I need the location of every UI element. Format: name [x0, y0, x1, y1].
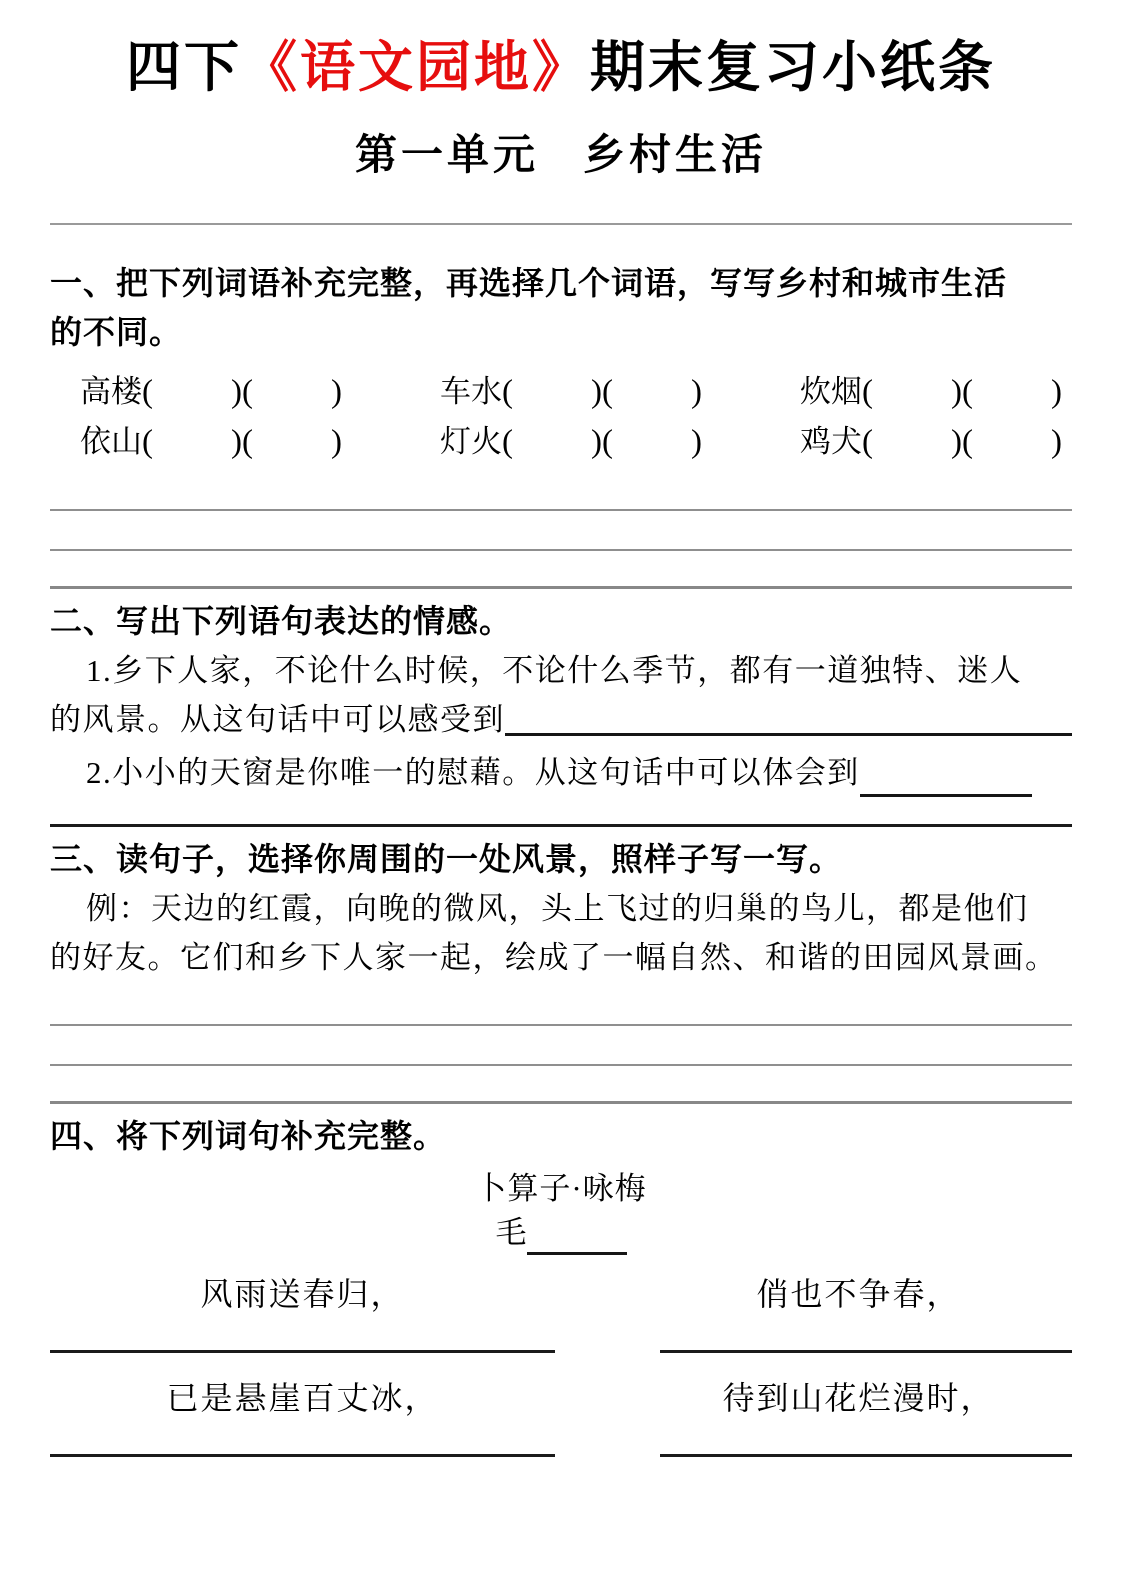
- word-stem: 依山: [80, 424, 142, 460]
- paren: (: [502, 424, 513, 461]
- unit-subtitle: [50, 131, 1072, 181]
- unit-theme: 乡村生活: [583, 132, 768, 179]
- section1-heading: [50, 259, 1072, 357]
- section-divider: [50, 551, 1072, 589]
- paren: ): [691, 374, 702, 411]
- item1-text: 的风景。从这句话中可以感受到: [50, 702, 505, 738]
- paren: (: [142, 374, 153, 411]
- paren: ): [231, 424, 242, 461]
- paren: ): [951, 374, 962, 411]
- poem-author-line: [50, 1211, 1072, 1255]
- verse-left-2: 已是悬崖百丈冰，: [166, 1380, 439, 1417]
- item2-text: 2.小小的天窗是你唯一的慰藉。从这句话中可以体会到: [86, 755, 860, 791]
- section2-item2: [50, 748, 1072, 797]
- paren: (: [142, 424, 153, 461]
- unit-number: 第一单元: [354, 132, 539, 179]
- answer-blank: [505, 695, 1072, 736]
- paren: ): [591, 424, 602, 461]
- verse-left-1: 风雨送春归，: [200, 1276, 405, 1313]
- section1-heading-line2: 的不同。: [50, 314, 183, 351]
- word-stem: 高楼: [80, 374, 142, 410]
- paren: ): [951, 424, 962, 461]
- answer-blank: [860, 761, 1032, 797]
- section2-item1-line1: 1.乡下人家，不论什么时候，不论什么季节，都有一道独特、迷人: [86, 653, 1023, 689]
- section3-example-line1: 例：天边的红霞，向晚的微风，头上飞过的归巢的鸟儿，都是他们: [86, 891, 1029, 927]
- page-title: [50, 0, 1072, 103]
- paren: (: [602, 424, 613, 461]
- paren: (: [862, 424, 873, 461]
- word-item: [440, 367, 702, 417]
- answer-continuation-line: [50, 797, 1072, 827]
- word-stem: 鸡犬: [800, 424, 862, 460]
- paren: (: [242, 424, 253, 461]
- word-row: [80, 417, 1062, 467]
- paren: ): [231, 374, 242, 411]
- verse-answer-line: [660, 1421, 1072, 1457]
- word-stem: 灯火: [440, 424, 502, 460]
- writing-line: [50, 511, 1072, 551]
- paren: ): [331, 424, 342, 461]
- section4-heading: 四、将下列词句补充完整。: [50, 1118, 447, 1155]
- author-blank: [527, 1223, 627, 1255]
- verse-answer-line: [50, 1421, 555, 1457]
- word-item: [800, 417, 1062, 467]
- title-prefix: 四下: [125, 37, 242, 98]
- title-highlight: 《语文园地》: [241, 37, 590, 98]
- section1-heading-line1: 一、把下列词语补充完整，再选择几个词语，写写乡村和城市生活: [50, 265, 1008, 302]
- section-divider: [50, 1066, 1072, 1104]
- poem-title: 卜算子·咏梅: [475, 1171, 647, 1207]
- word-item: [80, 417, 342, 467]
- paren: ): [1051, 424, 1062, 461]
- verse-answer-line: [50, 1317, 555, 1353]
- section3-example-line2: 的好友。它们和乡下人家一起，绘成了一幅自然、和谐的田园风景画。: [50, 940, 1058, 976]
- writing-line: [50, 982, 1072, 1026]
- word-item: [80, 367, 342, 417]
- paren: ): [1051, 374, 1062, 411]
- word-item: [440, 417, 702, 467]
- verse-right-2: 待到山花烂漫时，: [722, 1380, 995, 1417]
- poem-author-prefix: 毛: [495, 1215, 527, 1251]
- paren: ): [591, 374, 602, 411]
- paren: ): [691, 424, 702, 461]
- writing-line: [50, 467, 1072, 511]
- paren: (: [502, 374, 513, 411]
- section2-heading: 二、写出下列语句表达的情感。: [50, 603, 513, 640]
- verse-right-1: 俏也不争春，: [756, 1276, 961, 1313]
- paren: (: [602, 374, 613, 411]
- writing-line: [50, 1026, 1072, 1066]
- verse-answer-line: [660, 1317, 1072, 1353]
- paren: (: [962, 374, 973, 411]
- paren: (: [242, 374, 253, 411]
- word-item: [800, 367, 1062, 417]
- word-fill-rows: [50, 367, 1072, 467]
- paren: (: [862, 374, 873, 411]
- word-stem: 车水: [440, 374, 502, 410]
- paren: (: [962, 424, 973, 461]
- section2-item1-line2: [50, 695, 1072, 744]
- title-suffix: 期末复习小纸条: [590, 37, 997, 98]
- word-row: [80, 367, 1062, 417]
- poem-verses: [50, 1255, 1072, 1457]
- section3-heading: 三、读句子，选择你周围的一处风景，照样子写一写。: [50, 841, 843, 878]
- paren: ): [331, 374, 342, 411]
- word-stem: 炊烟: [800, 374, 862, 410]
- header-divider: [50, 223, 1072, 225]
